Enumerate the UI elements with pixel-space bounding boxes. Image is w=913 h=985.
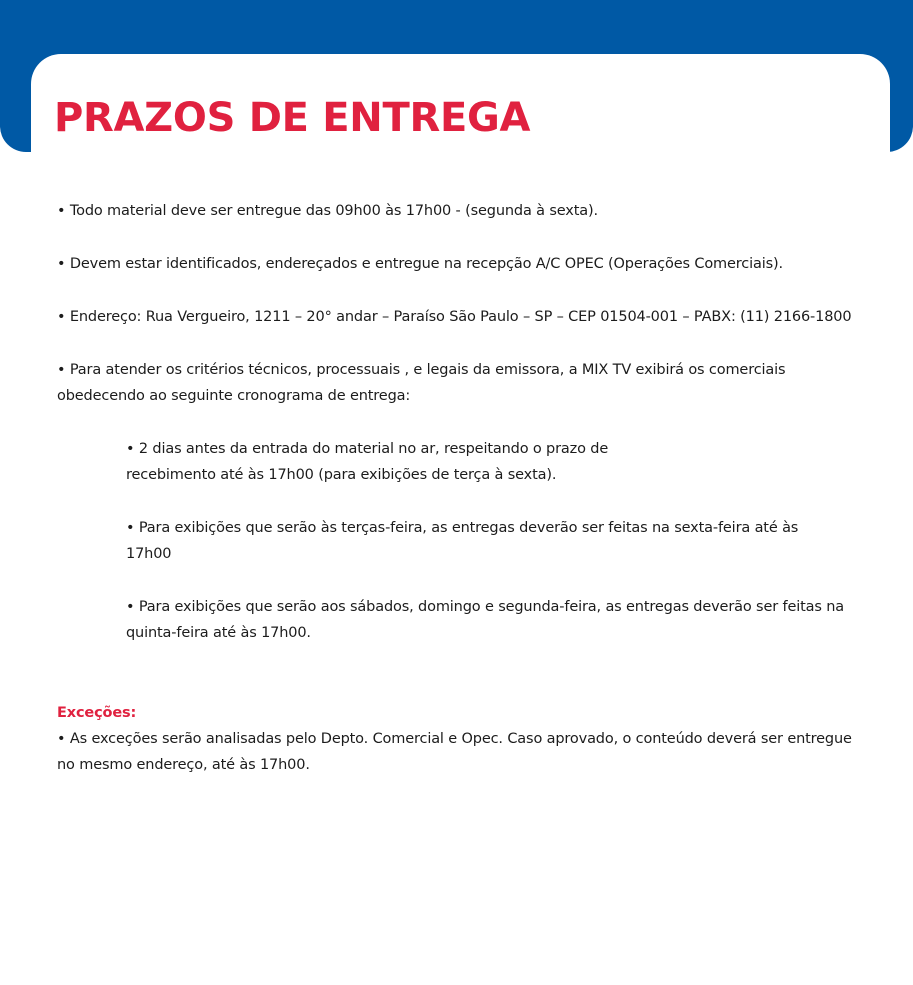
delivery-hours-paragraph: • Todo material deve ser entregue das 09h00 às 17h00 - (segunda à sexta). bbox=[57, 203, 598, 219]
delivery-schedule-list bbox=[126, 436, 846, 646]
delivery-terms bbox=[57, 198, 857, 778]
exceptions-section bbox=[57, 700, 857, 778]
identification-paragraph: • Devem estar identificados, endereçados e entregue na recepção A/C OPEC (Operações Comerciais). bbox=[57, 256, 783, 272]
exceptions-text: • As exceções serão analisadas pelo Depto. Comercial e Opec. Caso aprovado, o conteúdo deverá ser entregue no mesmo endereço, até às 17h00. bbox=[57, 731, 852, 773]
page-title: PRAZOS DE ENTREGA bbox=[54, 95, 531, 141]
schedule-item-tuesday: • Para exibições que serão às terças-feira, as entregas deverão ser feitas na sexta-feira até às 17h00 bbox=[126, 520, 799, 562]
schedule-item-two-days: • 2 dias antes da entrada do material no ar, respeitando o prazo de recebimento até às 17h00 (para exibições de terça à sexta). bbox=[126, 441, 609, 483]
address-paragraph: • Endereço: Rua Vergueiro, 1211 – 20° andar – Paraíso São Paulo – SP – CEP 01504-001 – PABX: (11) 2166-1800 bbox=[57, 309, 852, 325]
criteria-paragraph: • Para atender os critérios técnicos, processuais , e legais da emissora, a MIX TV exibirá os comerciais obedecendo ao seguinte cronograma de entrega: bbox=[57, 362, 786, 404]
exceptions-heading: Exceções: bbox=[57, 705, 137, 721]
schedule-item-weekend-monday: • Para exibições que serão aos sábados, domingo e segunda-feira, as entregas deverão ser feitas na quinta-feira até às 17h00. bbox=[126, 599, 845, 641]
